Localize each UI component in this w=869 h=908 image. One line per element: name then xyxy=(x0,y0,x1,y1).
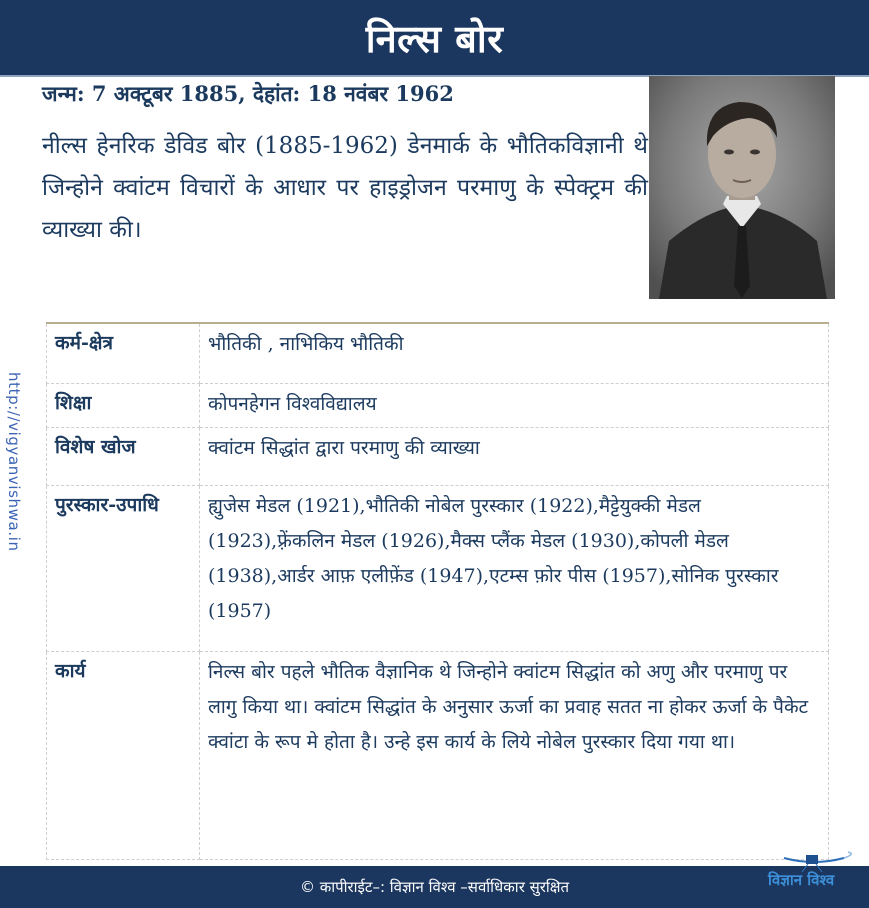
table-row xyxy=(47,427,829,485)
satellite-icon xyxy=(764,850,864,872)
logo-text: विज्ञान विश्व xyxy=(768,871,835,889)
site-logo[interactable] xyxy=(764,850,864,896)
row-value: निल्स बोर पहले भौतिक वैज्ञानिक थे जिन्होने क्वांटम सिद्धांत को अणु और परमाणु पर लागु किया था। क्वांटम सिद्धांत के अनुसार ऊर्जा का प्रवाह सतत ना होकर ऊर्जा के पैकेट क्वांटा के रूप मे होता है। उन्हे इस कार्य के लिये नोबेल पुरस्कार दिया गया था। xyxy=(200,651,829,859)
birth-death-dates: जन्म: 7 अक्टूबर 1885, देहांत: 18 नवंबर 1962 xyxy=(42,81,454,106)
row-label: पुरस्कार-उपाधि xyxy=(47,485,200,651)
table-row xyxy=(47,323,829,383)
intro-paragraph: नील्स हेनरिक डेविड बोर (1885-1962) डेनमार्क के भौतिकविज्ञानी थे जिन्होने क्वांटम विचारों के आधार पर हाइड्रोजन परमाणु के स्पेक्ट्रम की व्याख्या की। xyxy=(42,133,648,243)
table-row xyxy=(47,383,829,427)
info-table xyxy=(46,322,829,860)
table-row xyxy=(47,651,829,859)
table-row xyxy=(47,485,829,651)
row-label: कर्म-क्षेत्र xyxy=(47,323,200,383)
row-value: कोपनहेगन विश्वविद्यालय xyxy=(200,383,829,427)
website-link[interactable]: http://vigyanvishwa.in xyxy=(5,372,23,552)
portrait-image xyxy=(649,76,835,299)
page-title: निल्स बोर xyxy=(365,15,504,61)
copyright-text: © कापीराईट–: विज्ञान विश्व –सर्वाधिकार सुरक्षित xyxy=(299,878,570,896)
page-header xyxy=(0,0,869,77)
row-label: शिक्षा xyxy=(47,383,200,427)
row-label: विशेष खोज xyxy=(47,427,200,485)
row-value: ह्युजेस मेडल (1921),भौतिकी नोबेल पुरस्कार (1922),मैट्टेयुक्की मेडल (1923),फ़्रेंकलिन मेडल (1926),मैक्स प्लैंक मेडल (1930),कोपली मेडल (1938),आर्डर आफ़ एलीफ़ेंड (1947),एटम्स फ़ोर पीस (1957),सोनिक पुरस्कार (1957) xyxy=(200,485,829,651)
row-value: भौतिकी , नाभिकिय भौतिकी xyxy=(200,323,829,383)
row-value: क्वांटम सिद्धांत द्वारा परमाणु की व्याख्या xyxy=(200,427,829,485)
person-photo-icon xyxy=(649,76,835,299)
page-footer xyxy=(0,866,869,908)
row-label: कार्य xyxy=(47,651,200,859)
